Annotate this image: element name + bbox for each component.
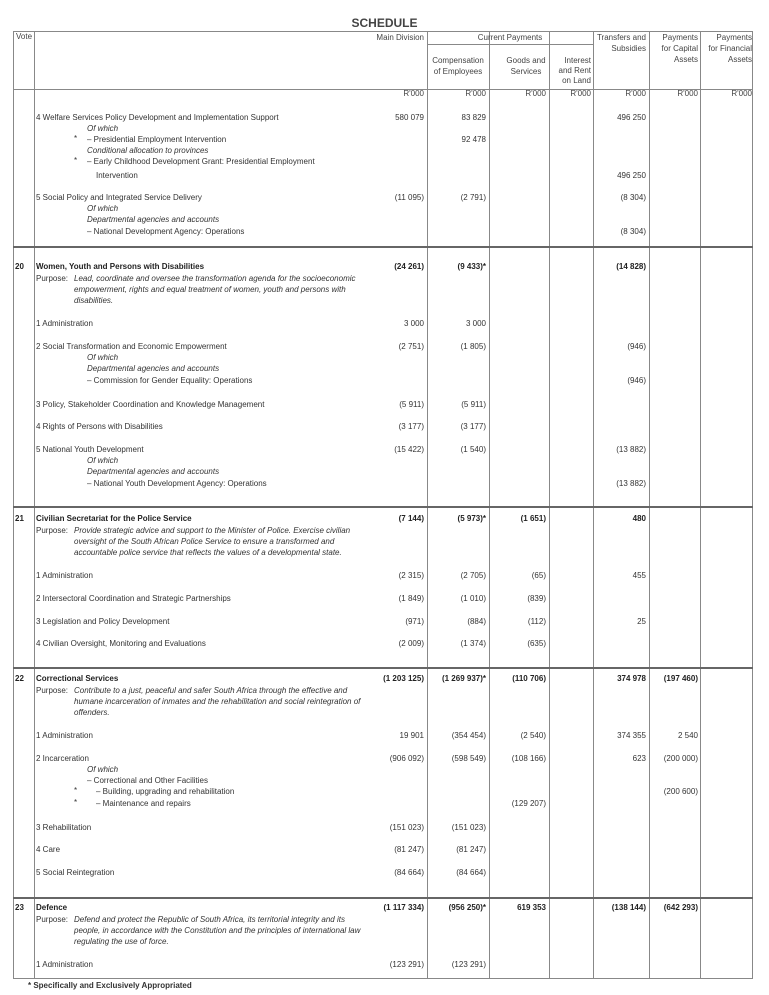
amount-goods: (110 706) xyxy=(512,674,546,683)
amount-comp: (956 250)* xyxy=(448,903,486,912)
amount-comp: 3 000 xyxy=(465,319,486,328)
amount-trans: (946) xyxy=(627,342,646,351)
vote-divider xyxy=(13,667,753,669)
grid-vline xyxy=(649,31,650,978)
header-transfers: Subsidies xyxy=(611,44,646,53)
amount-trans: 374 978 xyxy=(617,674,646,683)
amount-main: (2 009) xyxy=(398,639,424,648)
header-financial-assets: Assets xyxy=(727,55,752,64)
amount-main: (15 422) xyxy=(394,445,424,454)
amount-goods: 619 353 xyxy=(517,903,546,912)
amount-main: (906 092) xyxy=(389,754,424,763)
header-unit: R'000 xyxy=(403,89,424,98)
header-unit: R'000 xyxy=(625,89,646,98)
amount-cap: (642 293) xyxy=(663,903,698,912)
line-item-label: 3 Rehabilitation xyxy=(36,823,92,832)
amount-trans: 25 xyxy=(637,617,646,626)
line-item-label: Departmental agencies and accounts xyxy=(87,467,220,476)
vote-divider xyxy=(13,246,753,248)
header-unit: R'000 xyxy=(465,89,486,98)
amount-main: (151 023) xyxy=(389,823,424,832)
amount-trans: 496 250 xyxy=(617,171,646,180)
amount-comp: (9 433)* xyxy=(457,262,486,271)
amount-comp: (1 010) xyxy=(460,594,486,603)
line-item-label: 4 Rights of Persons with Disabilities xyxy=(36,422,163,431)
vote-divider xyxy=(13,897,753,899)
grid-vline xyxy=(34,31,35,978)
line-item-label: 4 Civilian Oversight, Monitoring and Evaluations xyxy=(36,639,206,648)
amount-main: 19 901 xyxy=(399,731,424,740)
asterisk-marker: * xyxy=(74,134,78,143)
amount-comp: 92 478 xyxy=(461,135,486,144)
header-capital-assets: Assets xyxy=(673,55,698,64)
amount-comp: 83 829 xyxy=(461,113,486,122)
header-interest-rent: Interest xyxy=(564,56,591,65)
amount-goods: (112) xyxy=(527,617,546,626)
amount-trans: (138 144) xyxy=(611,903,646,912)
line-item-label: 1 Administration xyxy=(36,319,93,328)
amount-trans: 455 xyxy=(632,571,646,580)
amount-main: 580 079 xyxy=(395,113,424,122)
amount-comp: (354 454) xyxy=(451,731,486,740)
line-item-label: – Early Childhood Development Grant: Presidential Employment xyxy=(87,157,315,166)
vote-number: 20 xyxy=(15,262,24,271)
amount-main: (11 095) xyxy=(394,193,424,202)
amount-main: (971) xyxy=(405,617,424,626)
header-capital-assets: for Capital xyxy=(661,44,698,53)
line-item-label: 5 Social Policy and Integrated Service Delivery xyxy=(36,193,202,202)
amount-main: (5 911) xyxy=(399,400,424,409)
header-unit: R'000 xyxy=(677,89,698,98)
amount-comp: (1 374) xyxy=(460,639,486,648)
amount-main: (24 261) xyxy=(394,262,424,271)
grid-current-payments-divider xyxy=(427,44,593,45)
amount-trans: 480 xyxy=(632,514,646,523)
amount-goods: (129 207) xyxy=(511,799,546,808)
amount-main: (1 849) xyxy=(398,594,424,603)
grid-vline xyxy=(13,31,14,978)
amount-cap: (200 000) xyxy=(663,754,698,763)
amount-main: (84 664) xyxy=(394,868,424,877)
asterisk-marker: * xyxy=(74,798,78,807)
amount-trans: (14 828) xyxy=(616,262,646,271)
line-item-label: 5 National Youth Development xyxy=(36,445,144,454)
amount-comp: (1 805) xyxy=(460,342,486,351)
header-goods-services: Services xyxy=(510,67,542,76)
amount-goods: (635) xyxy=(527,639,546,648)
amount-goods: (108 166) xyxy=(511,754,546,763)
purpose-label: Purpose: xyxy=(36,686,69,695)
amount-comp: (5 973)* xyxy=(457,514,486,523)
header-unit: R'000 xyxy=(731,89,752,98)
grid-vline xyxy=(489,31,490,978)
amount-comp: (1 540) xyxy=(460,445,486,454)
line-item-label: – Maintenance and repairs xyxy=(96,799,191,808)
amount-goods: (839) xyxy=(527,594,546,603)
header-unit: R'000 xyxy=(525,89,546,98)
amount-main: (1 203 125) xyxy=(383,674,424,683)
line-item-label: 2 Intersectoral Coordination and Strategic Partnerships xyxy=(36,594,231,603)
line-item-label: 4 Welfare Services Policy Development and Implementation Support xyxy=(36,113,279,122)
amount-goods: (1 651) xyxy=(520,514,546,523)
amount-trans: (13 882) xyxy=(616,445,646,454)
line-item-label: 4 Care xyxy=(36,845,61,854)
line-item-label: 1 Administration xyxy=(36,960,93,969)
header-goods-services: Goods and xyxy=(506,56,546,65)
footnote: * Specifically and Exclusively Appropriated xyxy=(28,981,192,990)
schedule-title: SCHEDULE xyxy=(351,16,418,30)
header-interest-rent: and Rent xyxy=(558,66,591,75)
asterisk-marker: * xyxy=(74,156,78,165)
line-item-label: Of which xyxy=(87,765,119,774)
vote-number: 21 xyxy=(15,514,24,523)
line-item-label: Departmental agencies and accounts xyxy=(87,364,220,373)
header-unit: R'000 xyxy=(570,89,591,98)
purpose-label: Purpose: xyxy=(36,915,69,924)
line-item-label: 2 Social Transformation and Economic Empowerment xyxy=(36,342,227,351)
line-item-label: – Correctional and Other Facilities xyxy=(87,776,208,785)
amount-comp: (598 549) xyxy=(451,754,486,763)
line-item-label: – National Development Agency: Operations xyxy=(87,227,245,236)
amount-comp: (1 269 937)* xyxy=(441,674,486,683)
line-item-label: 3 Policy, Stakeholder Coordination and Knowledge Management xyxy=(36,400,265,409)
amount-trans: 623 xyxy=(632,754,646,763)
header-main-division: Main Division xyxy=(376,33,424,42)
line-item-label: – Building, upgrading and rehabilitation xyxy=(96,787,235,796)
amount-comp: (2 705) xyxy=(460,571,486,580)
line-item-label: – Presidential Employment Intervention xyxy=(87,135,227,144)
vote-name: Correctional Services xyxy=(36,674,119,683)
amount-goods: (65) xyxy=(531,571,546,580)
grid-bottom-border xyxy=(13,978,753,979)
grid-vline xyxy=(752,31,753,978)
purpose-text: Provide strategic advice and support to the Minister of Police. Exercise civilian oversight of the South African Police Service to ensure a transformed and accountable police service that reflects the values of a developmental state. xyxy=(74,526,351,557)
line-item-label: 5 Social Reintegration xyxy=(36,868,115,877)
line-item-label: Intervention xyxy=(96,171,138,180)
amount-main: (3 177) xyxy=(398,422,424,431)
line-item-label: – Commission for Gender Equality: Operations xyxy=(87,376,253,385)
amount-main: (2 315) xyxy=(398,571,424,580)
amount-comp: (151 023) xyxy=(451,823,486,832)
header-compensation: of Employees xyxy=(433,67,483,76)
amount-comp: (81 247) xyxy=(456,845,486,854)
header-current-payments: Current Payments xyxy=(477,33,543,42)
line-item-label: 1 Administration xyxy=(36,571,93,580)
vote-number: 22 xyxy=(15,674,24,683)
line-item-label: – National Youth Development Agency: Operations xyxy=(87,479,267,488)
purpose-text: Lead, coordinate and oversee the transformation agenda for the socioeconomic empowerment, rights and equal treatment of women, youth and persons with disabilities. xyxy=(74,274,356,305)
amount-trans: 496 250 xyxy=(617,113,646,122)
amount-main: (7 144) xyxy=(398,514,424,523)
line-item-label: Of which xyxy=(87,456,119,465)
vote-name: Women, Youth and Persons with Disabilities xyxy=(36,262,205,271)
amount-comp: (123 291) xyxy=(451,960,486,969)
vote-name: Civilian Secretariat for the Police Service xyxy=(36,514,192,523)
purpose-text: Contribute to a just, peaceful and safer South Africa through the effective and humane incarceration of inmates and the rehabilitation and social reintegration of offenders. xyxy=(74,686,361,717)
vote-name: Defence xyxy=(36,903,68,912)
purpose-text: Defend and protect the Republic of South Africa, its territorial integrity and its people, in accordance with the Constitution and the principles of international law regulating the use of force. xyxy=(74,915,361,946)
amount-main: 3 000 xyxy=(403,319,424,328)
header-financial-assets: Payments xyxy=(716,33,752,42)
vote-divider xyxy=(13,506,753,508)
grid-top-border xyxy=(13,31,753,32)
header-transfers: Transfers and xyxy=(596,33,646,42)
amount-trans: (946) xyxy=(627,376,646,385)
asterisk-marker: * xyxy=(74,786,78,795)
amount-main: (1 117 334) xyxy=(383,903,424,912)
amount-main: (2 751) xyxy=(398,342,424,351)
amount-comp: (84 664) xyxy=(456,868,486,877)
amount-comp: (3 177) xyxy=(460,422,486,431)
amount-trans: (8 304) xyxy=(620,227,646,236)
vote-number: 23 xyxy=(15,903,24,912)
header-vote: Vote xyxy=(16,32,33,41)
grid-vline xyxy=(549,31,550,978)
header-interest-rent: on Land xyxy=(562,76,591,85)
amount-trans: (13 882) xyxy=(616,479,646,488)
amount-cap: 2 540 xyxy=(677,731,698,740)
amount-comp: (884) xyxy=(467,617,486,626)
line-item-label: Of which xyxy=(87,353,119,362)
amount-main: (123 291) xyxy=(389,960,424,969)
amount-comp: (2 791) xyxy=(460,193,486,202)
grid-vline xyxy=(700,31,701,978)
amount-trans: (8 304) xyxy=(620,193,646,202)
amount-main: (81 247) xyxy=(394,845,424,854)
line-item-label: 2 Incarceration xyxy=(36,754,89,763)
grid-vline xyxy=(427,31,428,978)
header-capital-assets: Payments xyxy=(662,33,698,42)
amount-cap: (200 600) xyxy=(663,787,698,796)
header-financial-assets: for Financial xyxy=(708,44,752,53)
header-compensation: Compensation xyxy=(432,56,484,65)
amount-goods: (2 540) xyxy=(520,731,546,740)
purpose-label: Purpose: xyxy=(36,526,69,535)
amount-comp: (5 911) xyxy=(461,400,486,409)
amount-cap: (197 460) xyxy=(663,674,698,683)
line-item-label: Conditional allocation to provinces xyxy=(87,146,209,155)
line-item-label: Departmental agencies and accounts xyxy=(87,215,220,224)
line-item-label: Of which xyxy=(87,124,119,133)
line-item-label: Of which xyxy=(87,204,119,213)
amount-trans: 374 355 xyxy=(617,731,646,740)
purpose-label: Purpose: xyxy=(36,274,69,283)
line-item-label: 1 Administration xyxy=(36,731,93,740)
line-item-label: 3 Legislation and Policy Development xyxy=(36,617,170,626)
